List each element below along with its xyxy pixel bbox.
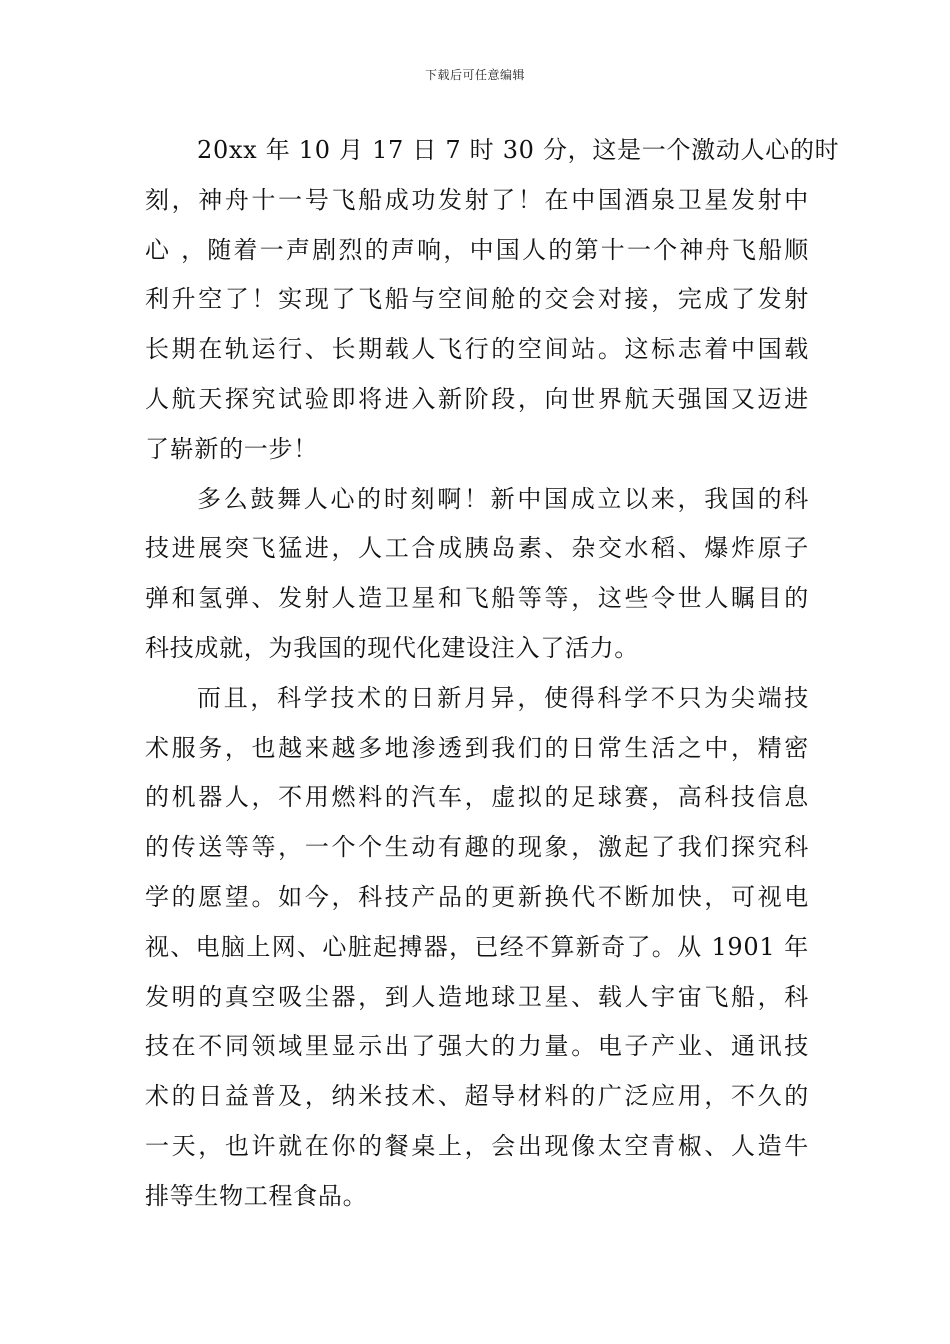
- text-line: 术服务，也越来越多地渗透到我们的日常生活之中，精密: [145, 733, 809, 762]
- paragraph: [145, 674, 809, 1222]
- text-line: 技在不同领域里显示出了强大的力量。电子产业、通讯技: [145, 1032, 809, 1061]
- text-line: 心 ，随着一声剧烈的声响，中国人的第十一个神舟飞船顺: [145, 235, 809, 264]
- text-line: 刻，神舟十一号飞船成功发射了！在中国酒泉卫星发射中: [145, 185, 809, 214]
- text-line: 视、电脑上网、心脏起搏器，已经不算新奇了。从 1901 年: [145, 932, 809, 961]
- text-line: 术的日益普及，纳米技术、超导材料的广泛应用，不久的: [145, 1082, 809, 1111]
- text-line: 技进展突飞猛进，人工合成胰岛素、杂交水稻、爆炸原子: [145, 534, 809, 563]
- text-line: 的传送等等，一个个生动有趣的现象，激起了我们探究科: [145, 833, 809, 862]
- text-line: 长期在轨运行、长期载人飞行的空间站。这标志着中国载: [145, 335, 809, 364]
- text-line: 弹和氢弹、发射人造卫星和飞船等等，这些令世人瞩目的: [145, 584, 809, 613]
- text-line: 利升空了！实现了飞船与空间舱的交会对接，完成了发射: [145, 285, 809, 314]
- text-line: 20xx 年 10 月 17 日 7 时 30 分，这是一个激动人心的时: [197, 136, 840, 164]
- text-line: 学的愿望。如今，科技产品的更新换代不断加快，可视电: [145, 882, 809, 911]
- page-header: 下载后可任意编辑: [424, 68, 525, 82]
- text-line: 排等生物工程食品。: [145, 1181, 368, 1210]
- text-line: 发明的真空吸尘器，到人造地球卫星、载人宇宙飞船，科: [145, 982, 809, 1011]
- text-line: 了崭新的一步！: [145, 434, 318, 463]
- text-line: 一天，也许就在你的餐桌上，会出现像太空青椒、人造牛: [145, 1131, 809, 1160]
- text-line: 人航天探究试验即将进入新阶段，向世界航天强国又迈进: [145, 384, 809, 413]
- paragraph: [145, 475, 809, 674]
- document-body: [145, 126, 840, 1222]
- text-line: 而且，科学技术的日新月异，使得科学不只为尖端技: [197, 683, 809, 712]
- paragraph: [145, 126, 840, 475]
- text-line: 科技成就，为我国的现代化建设注入了活力。: [145, 633, 639, 662]
- text-line: 多么鼓舞人心的时刻啊！新中国成立以来，我国的科: [197, 484, 809, 513]
- text-line: 的机器人，不用燃料的汽车，虚拟的足球赛，高科技信息: [145, 783, 809, 812]
